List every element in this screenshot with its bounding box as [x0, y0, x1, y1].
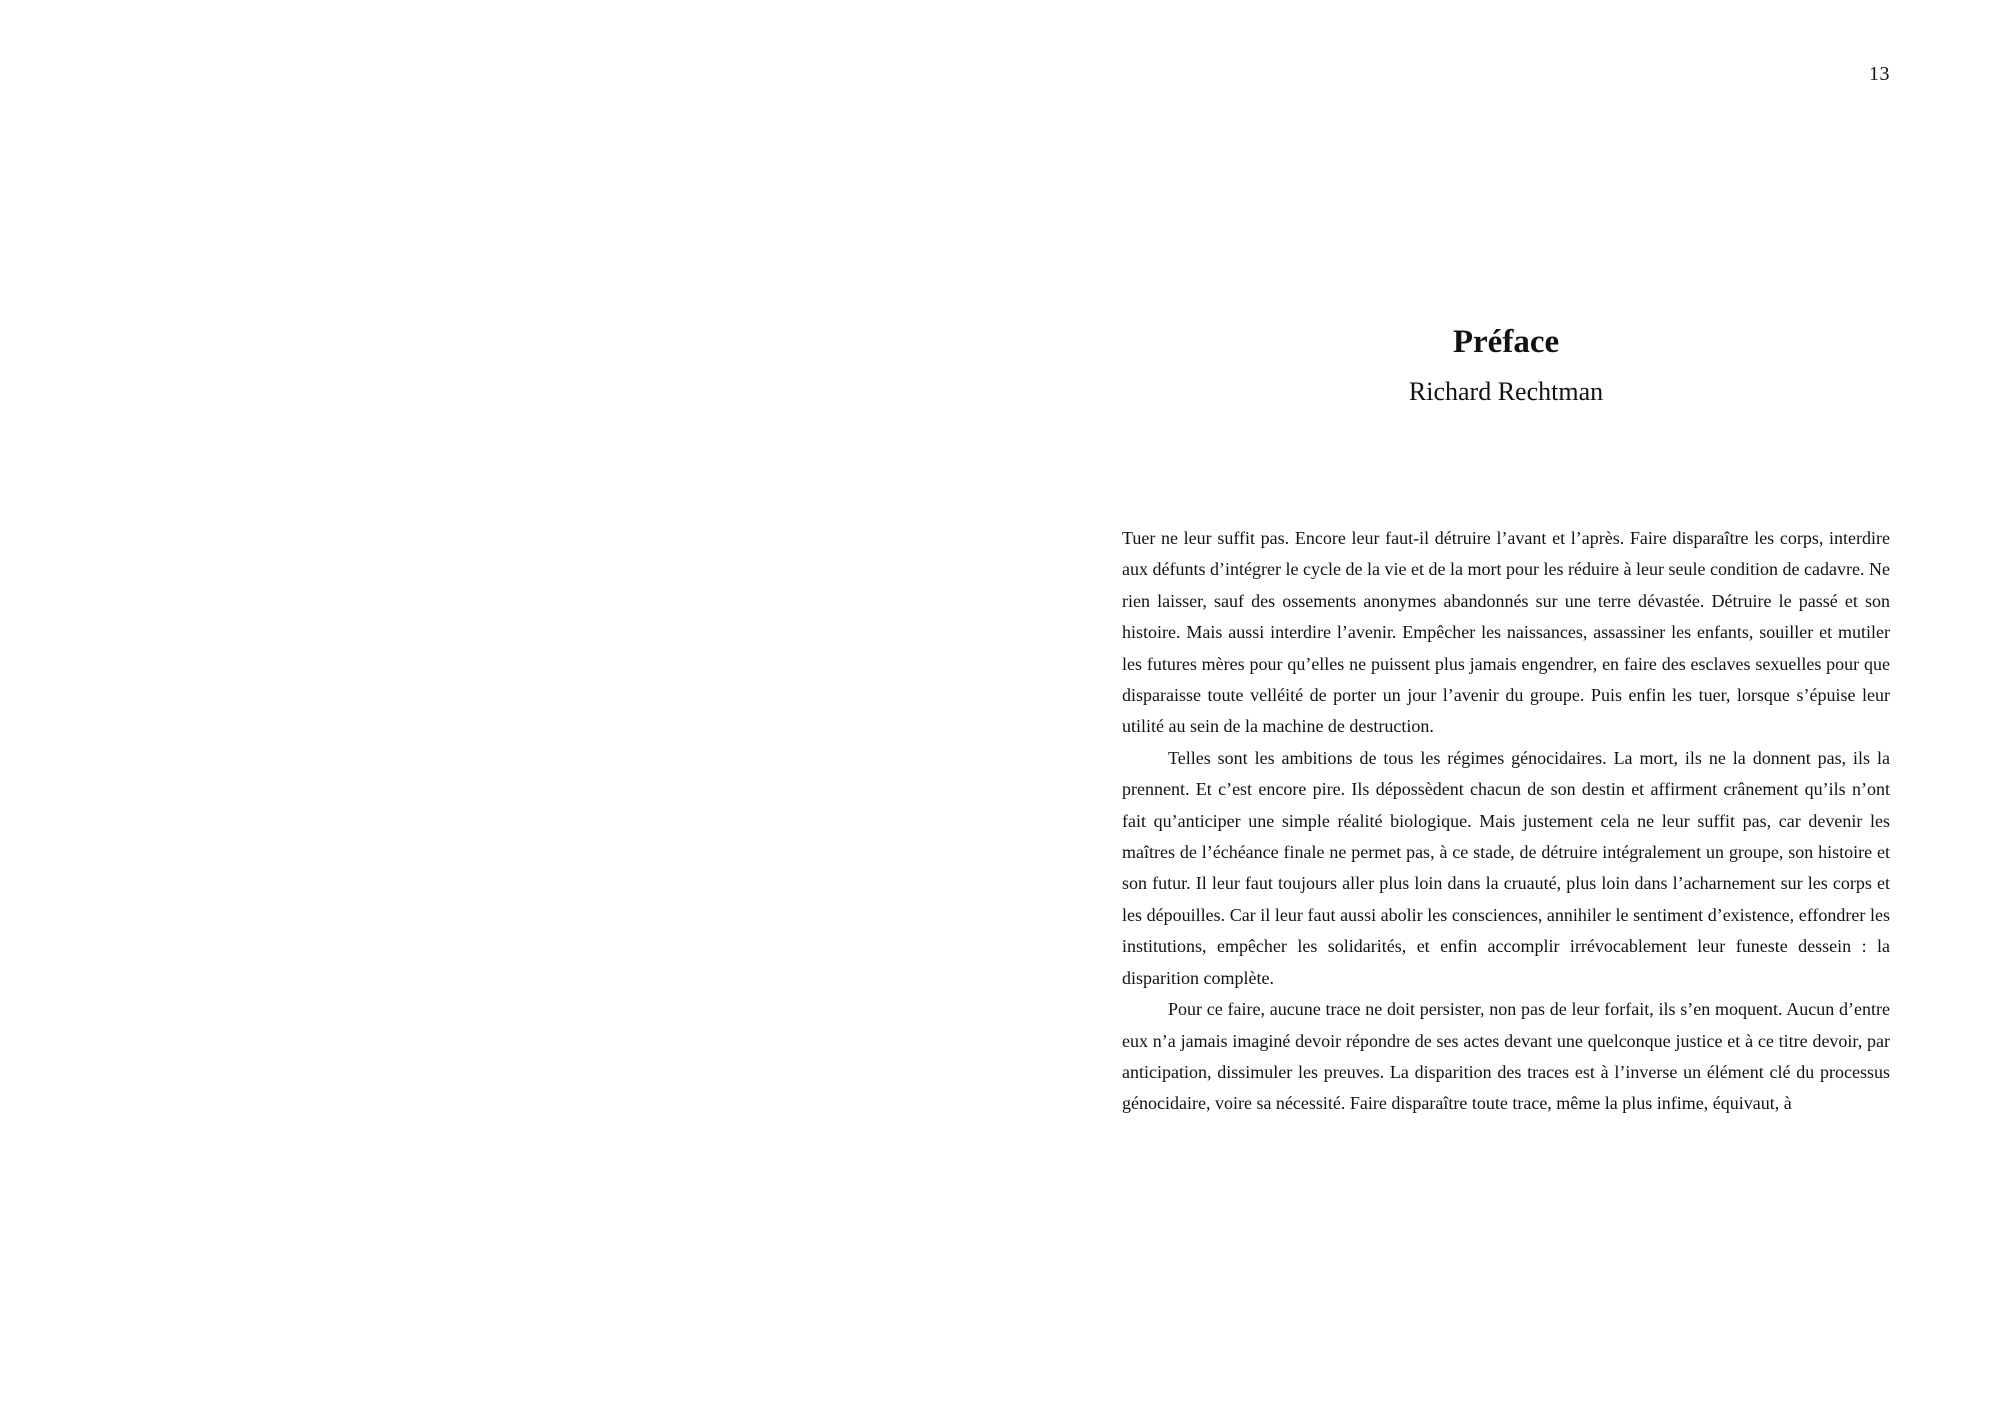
body-text	[1122, 523, 1890, 1120]
author-name: Richard Rechtman	[1408, 377, 1604, 406]
paragraph-3: Pour ce faire, aucune trace ne doit persister, non pas de leur forfait, ils s’en moquent. Aucun d’entre eux n’a jamais imaginé devoir répondre de ses actes devant une quelconque justice et à ce titre devoir, par anticipation, dissimuler les preuves. La disparition des traces est à l’inverse un élément clé du processus génocidaire, voire sa nécessité. Faire disparaître toute trace, même la plus infime, équivaut, à	[1122, 999, 1890, 1114]
paragraph-1: Tuer ne leur suffit pas. Encore leur faut-il détruire l’avant et l’après. Faire disparaître les corps, interdire aux défunts d’intégrer le cycle de la vie et de la mort pour les réduire à leur seule condition de cadavre. Ne rien laisser, sauf des ossements anonymes abandonnés sur une terre dévastée. Détruire le passé et son histoire. Mais aussi interdire l’avenir. Empêcher les naissances, assassiner les enfants, souiller et mutiler les futures mères pour qu’elles ne puissent plus jamais engendrer, en faire des esclaves sexuelles pour que disparaisse toute velléité de porter un jour l’avenir du groupe. Puis enfin les tuer, lorsque s’épuise leur utilité au sein de la machine de destruction.	[1122, 528, 1890, 737]
chapter-title: Préface	[1452, 324, 1560, 360]
page-number: 13	[1869, 63, 1890, 85]
paragraph-2: Telles sont les ambitions de tous les régimes génocidaires. La mort, ils ne la donnent pas, ils la prennent. Et c’est encore pire. Ils dépossèdent chacun de son destin et affirment crânement qu’ils n’ont fait qu’anticiper une simple réalité biologique. Mais justement cela ne leur suffit pas, car devenir les maîtres de l’échéance finale ne permet pas, à ce stade, de détruire intégralement un groupe, son histoire et son futur. Il leur faut toujours aller plus loin dans la cruauté, plus loin dans l’acharnement sur les corps et les dépouilles. Car il leur faut aussi abolir les consciences, annihiler le sentiment d’existence, effondrer les institutions, empêcher les solidarités, et enfin accomplir irrévocablement leur funeste dessein : la disparition complète.	[1122, 747, 1890, 988]
